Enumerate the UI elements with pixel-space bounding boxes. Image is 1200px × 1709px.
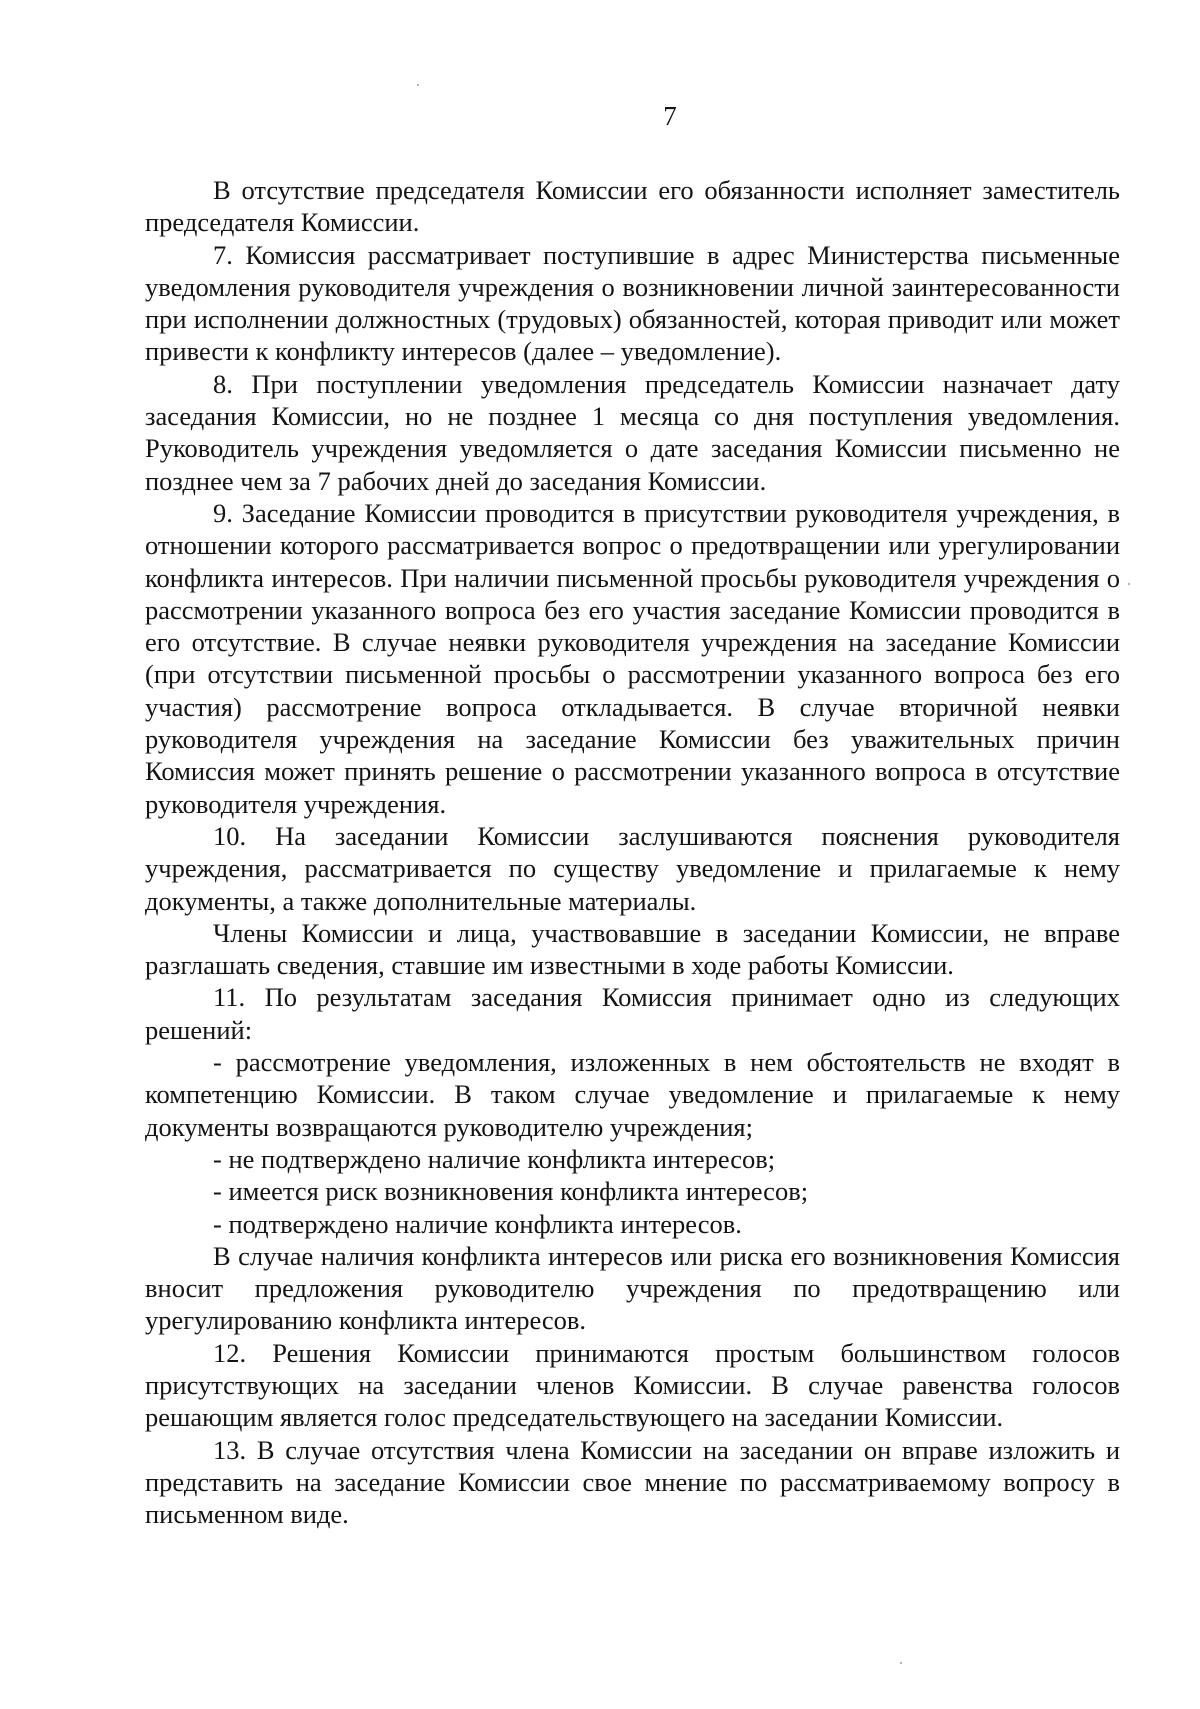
scan-speck: [1128, 583, 1130, 585]
paragraph-10: 10. На заседании Комиссии заслушиваются пояснения руководителя учреждения, рассматривается по существу уведомление и прилагаемые к нему документы, а также дополнительные материалы.: [145, 820, 1120, 916]
decision-item-competence: - рассмотрение уведомления, изложенных в нем обстоятельств не входят в компетенцию Комиссии. В таком случае уведомление и прилагаемые к нему документы возвращаются руководителю учреждения;: [145, 1047, 1120, 1142]
scan-speck: [900, 1662, 902, 1664]
decision-item-not-confirmed: - не подтверждено наличие конфликта интересов;: [213, 1143, 776, 1174]
paragraph-12: 12. Решения Комиссии принимаются простым большинством голосов присутствующих на заседании членов Комиссии. В случае равенства голосов решающим является голос председательствующего на заседании Комиссии.: [145, 1337, 1120, 1433]
paragraph-proposals: В случае наличия конфликта интересов или риска его возникновения Комиссия вносит предложения руководителю учреждения по предотвращению или урегулированию конфликта интересов.: [145, 1240, 1120, 1336]
paragraph-11: 11. По результатам заседания Комиссия принимает одно из следующих решений:: [145, 982, 1120, 1045]
paragraph-13: 13. В случае отсутствия члена Комиссии на заседании он вправе изложить и представить на заседание Комиссии свое мнение по рассматриваемому вопросу в письменном виде.: [145, 1434, 1120, 1530]
paragraph-9: 9. Заседание Комиссии проводится в присутствии руководителя учреждения, в отношении которого рассматривается вопрос о предотвращении или урегулировании конфликта интересов. При наличии письменной просьбы руководителя учреждения о рассмотрении указанного вопроса без его участия заседание Комиссии проводится в его отсутствие. В случае неявки руководителя учреждения на заседание Комиссии (при отсутствии письменной просьбы о рассмотрении указанного вопроса без его участия) рассмотрение вопроса откладывается. В случае вторичной неявки руководителя учреждения на заседание Комиссии без уважительных причин Комиссия может принять решение о рассмотрении указанного вопроса в отсутствие руководителя учреждения.: [145, 497, 1120, 819]
paragraph-7: 7. Комиссия рассматривает поступившие в адрес Министерства письменные уведомления руководителя учреждения о возникновении личной заинтересованности при исполнении должностных (трудовых) обязанностей, которая приводит или может привести к конфликту интересов (далее – уведомление).: [145, 239, 1120, 367]
decision-item-risk: - имеется риск возникновения конфликта интересов;: [213, 1176, 809, 1207]
paragraph-deputy-chair: В отсутствие председателя Комиссии его обязанности исполняет заместитель председателя Комиссии.: [145, 175, 1120, 238]
paragraph-members-confidentiality: Члены Комиссии и лица, участвовавшие в заседании Комиссии, не вправе разглашать сведения, ставшие им известными в ходе работы Комиссии.: [145, 917, 1120, 981]
decision-item-confirmed: - подтверждено наличие конфликта интересов.: [213, 1208, 742, 1239]
scan-speck: [417, 84, 419, 86]
paragraph-8: 8. При поступлении уведомления председатель Комиссии назначает дату заседания Комиссии, но не позднее 1 месяца со дня поступления уведомления. Руководитель учреждения уведомляется о дате заседания Комиссии письменно не позднее чем за 7 рабочих дней до заседания Комиссии.: [145, 368, 1120, 496]
page-number: 7: [663, 101, 677, 131]
document-page: [145, 100, 1120, 1530]
